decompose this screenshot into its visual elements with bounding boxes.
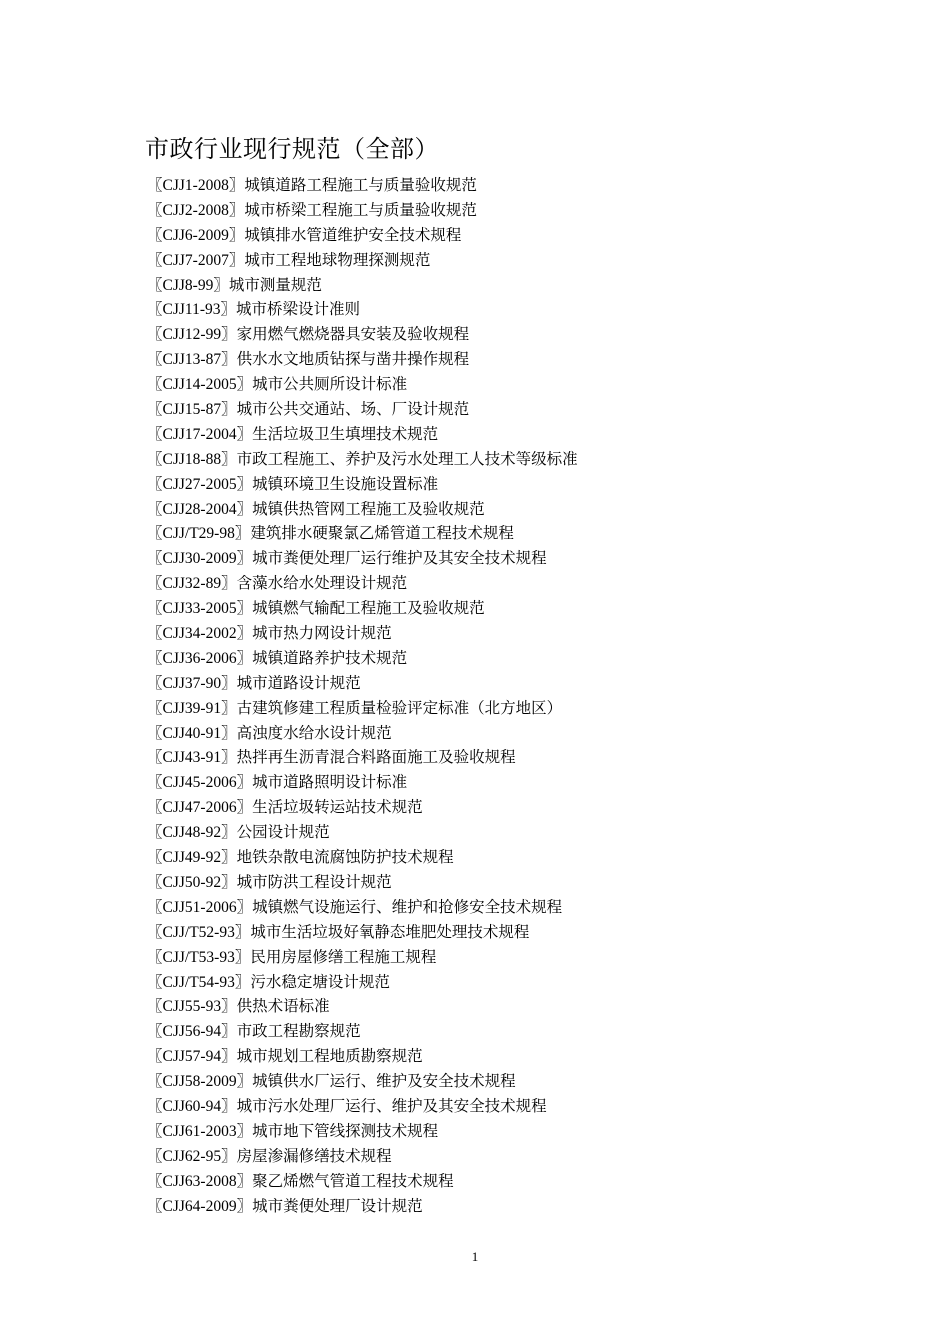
standard-item: 〖CJJ64-2009〗城市粪便处理厂设计规范 [147,1197,423,1215]
standard-item: 〖CJJ18-88〗市政工程施工、养护及污水处理工人技术等级标准 [147,450,578,468]
standard-item: 〖CJJ60-94〗城市污水处理厂运行、维护及其安全技术规程 [147,1097,547,1115]
standard-item: 〖CJJ47-2006〗生活垃圾转运站技术规范 [147,799,423,817]
standard-item: 〖CJJ51-2006〗城镇燃气设施运行、维护和抢修安全技术规程 [147,898,563,916]
standards-list [147,174,578,1219]
standard-item: 〖CJJ62-95〗房屋渗漏修缮技术规程 [147,1147,392,1165]
standard-item: 〖CJJ27-2005〗城镇环境卫生设施设置标准 [147,475,439,493]
standard-item: 〖CJJ6-2009〗城镇排水管道维护安全技术规程 [147,226,462,244]
standard-item: 〖CJJ8-99〗城市测量规范 [147,276,322,294]
standard-item: 〖CJJ58-2009〗城镇供水厂运行、维护及安全技术规程 [147,1073,516,1091]
standard-item: 〖CJJ30-2009〗城市粪便处理厂运行维护及其安全技术规程 [147,550,547,568]
standard-item: 〖CJJ1-2008〗城镇道路工程施工与质量验收规范 [147,177,477,194]
standard-item: 〖CJJ11-93〗城市桥梁设计准则 [147,301,360,319]
standard-item: 〖CJJ28-2004〗城镇供热管网工程施工及验收规范 [147,500,485,518]
standard-item: 〖CJJ63-2008〗聚乙烯燃气管道工程技术规程 [147,1172,454,1190]
standard-item: 〖CJJ39-91〗古建筑修建工程质量检验评定标准（北方地区） [147,699,563,717]
standard-item: 〖CJJ45-2006〗城市道路照明设计标准 [147,774,408,792]
standard-item: 〖CJJ36-2006〗城镇道路养护技术规范 [147,649,408,667]
standard-item: 〖CJJ/T52-93〗城市生活垃圾好氧静态堆肥处理技术规程 [147,923,530,941]
standard-item: 〖CJJ/T54-93〗污水稳定塘设计规范 [147,973,390,991]
standard-item: 〖CJJ32-89〗含藻水给水处理设计规范 [147,575,408,593]
standard-item: 〖CJJ43-91〗热拌再生沥青混合料路面施工及验收规程 [147,749,516,767]
standard-item: 〖CJJ13-87〗供水水文地质钻探与凿井操作规程 [147,351,470,369]
standard-item: 〖CJJ17-2004〗生活垃圾卫生填埋技术规范 [147,425,439,443]
standard-item: 〖CJJ/T53-93〗民用房屋修缮工程施工规程 [147,948,437,966]
page-title: 市政行业现行规范（全部） [145,135,439,163]
standard-item: 〖CJJ48-92〗公园设计规范 [147,824,330,842]
standard-item: 〖CJJ56-94〗市政工程勘察规范 [147,1023,361,1041]
standard-item: 〖CJJ33-2005〗城镇燃气输配工程施工及验收规范 [147,600,485,618]
page-number: 1 [471,1249,479,1264]
standard-item: 〖CJJ12-99〗家用燃气燃烧器具安装及验收规程 [147,326,470,344]
standard-item: 〖CJJ/T29-98〗建筑排水硬聚氯乙烯管道工程技术规程 [147,525,514,543]
standard-item: 〖CJJ37-90〗城市道路设计规范 [147,674,361,692]
standard-item: 〖CJJ49-92〗地铁杂散电流腐蚀防护技术规程 [147,849,454,867]
standard-item: 〖CJJ15-87〗城市公共交通站、场、厂设计规范 [147,401,470,419]
standard-item: 〖CJJ55-93〗供热术语标准 [147,998,330,1016]
standard-item: 〖CJJ34-2002〗城市热力网设计规范 [147,625,392,643]
standard-item: 〖CJJ61-2003〗城市地下管线探测技术规程 [147,1122,439,1140]
standard-item: 〖CJJ2-2008〗城市桥梁工程施工与质量验收规范 [147,201,477,219]
standard-item: 〖CJJ57-94〗城市规划工程地质勘察规范 [147,1048,423,1066]
standard-item: 〖CJJ50-92〗城市防洪工程设计规范 [147,873,392,891]
standard-item: 〖CJJ14-2005〗城市公共厕所设计标准 [147,376,408,394]
standard-item: 〖CJJ7-2007〗城市工程地球物理探测规范 [147,251,431,269]
standard-item: 〖CJJ40-91〗高浊度水给水设计规范 [147,724,392,742]
